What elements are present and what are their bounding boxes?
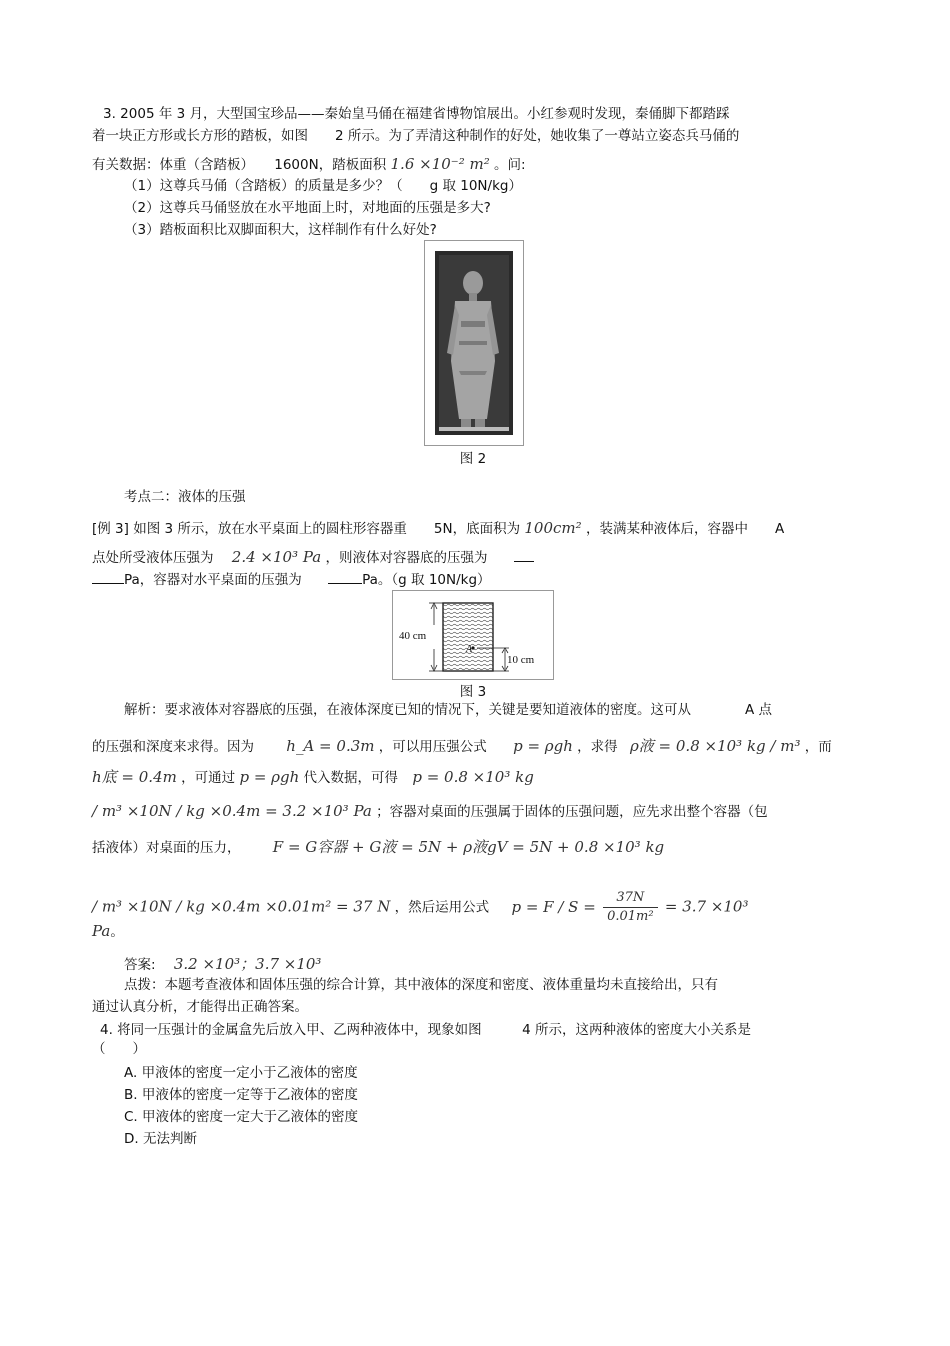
pressure-formula-2: p = ρgh [239,768,300,786]
force-calc: / m³ ×10N / kg ×0.4m ×0.01m² = 37 N [92,897,391,916]
comment-line-2: 通过认真分析，才能得出正确答案。 [92,999,308,1015]
ex3-line-2-text: 点处所受液体压强为 [92,550,214,566]
base-area-formula: 100cm² [524,519,582,537]
q3-line-1: 3. 2005 年 3 月，大型国宝珍品——秦始皇马俑在福建省博物馆展出。小红参观时发现，秦俑脚下都踏踩 [103,106,730,122]
answer-value: 3.2 ×10³；3.7 ×10³ [173,955,322,973]
ex3-line-3-end: Pa。（g 取 10N/kg） [362,572,491,588]
analysis-line-2-mid2: ，求得 [577,739,618,755]
analysis-period: 。 [110,924,124,940]
pressure-fraction [603,889,657,926]
ex3-line-1-end: ，装满某种液体后，容器中 A [585,521,785,537]
area-formula: 1.6 ×10⁻² m² [390,155,490,173]
depth-label: 10 cm [507,654,535,666]
height-label: 40 cm [399,630,427,642]
figure-2-caption: 图 2 [459,451,487,467]
fraction-denominator: 0.01m² [607,909,654,924]
figure-2-warrior-photo [424,240,524,446]
answer-line [124,955,321,974]
analysis-line-1: 解析：要求液体对容器底的压强，在液体深度已知的情况下，关键是要知道液体的密度。这可从 A 点 [124,702,773,718]
analysis-line-3 [92,768,534,787]
analysis-line-5 [92,838,664,857]
q3-line-3 [92,155,526,174]
analysis-line-2 [92,737,832,756]
pressure-formula: p = ρgh [513,737,573,755]
warrior-illustration [425,241,523,445]
analysis-line-2-mid: ，可以用压强公式 [378,739,487,755]
q4-option-a: A. 甲液体的密度一定小于乙液体的密度 [124,1065,358,1081]
q3-sub-3: （3）踏板面积比双脚面积大，这样制作有什么好处? [124,222,437,238]
comment-line-1: 点拨：本题考查液体和固体压强的综合计算，其中液体的深度和密度、液体重量均未直接给出，只有 [124,977,718,993]
q3-sub-1: （1）这尊兵马俑（含踏板）的质量是多少？（ g 取 10N/kg） [124,178,522,194]
q4-line-2: （ ） [92,1041,146,1057]
q3-line-3-end: 。问: [494,157,526,173]
q3-sub-2: （2）这尊兵马俑竖放在水平地面上时，对地面的压强是多大? [124,200,491,216]
answer-blank-2 [328,570,362,584]
ex3-line-1-text: [例 3] 如图 3 所示，放在水平桌面上的圆柱形容器重 5N，底面积为 [92,521,521,537]
answer-label: 答案: [124,957,156,973]
ex3-line-2-end: ，则液体对容器底的压强为 [325,550,488,566]
fraction-numerator: 37N [603,889,657,908]
pressure-a-formula: 2.4 ×10³ Pa [231,548,322,566]
container-diagram [393,591,553,679]
ex3-line-3-text: Pa，容器对水平桌面的压强为 [124,572,302,588]
ex3-line-2 [92,548,534,567]
analysis-line-7 [92,922,124,941]
analysis-line-2-text: 的压强和深度来求得。因为 [92,739,254,755]
q4-option-b: B. 甲液体的密度一定等于乙液体的密度 [124,1087,358,1103]
section-heading: 考点二：液体的压强 [124,489,246,505]
q3-line-3-text: 有关数据：体重（含踏板） 1600N，踏板面积 [92,157,387,173]
answer-blank-1b [92,570,124,584]
ex3-line-3 [92,570,491,589]
ex3-line-1 [92,519,784,538]
pressure-calc-1: p = 0.8 ×10³ kg [412,768,534,786]
pa-unit: Pa [92,922,111,940]
q3-line-2: 着一块正方形或长方形的踏板，如图 2 所示。为了弄清这种制作的好处，她收集了一尊站立姿态兵马俑的 [92,128,740,144]
density-formula: ρ液 = 0.8 ×10³ kg / m³ [629,737,801,755]
figure-3-container [392,590,554,680]
analysis-line-5-text: 括液体）对桌面的压力， [92,840,241,856]
point-a-label: A [466,644,473,655]
q4-option-c: C. 甲液体的密度一定大于乙液体的密度 [124,1109,359,1125]
q4-option-d: D. 无法判断 [124,1131,197,1147]
force-formula: F = G容器 + G液 = 5N + ρ液gV = 5N + 0.8 ×10³ kg [272,838,665,856]
pressure-result: = 3.7 ×10³ [664,897,749,916]
pressure-fs-formula: p = F / S = [511,897,596,916]
figure-3-caption: 图 3 [459,684,487,700]
answer-blank-1a [514,548,534,562]
analysis-line-3-text: ，可通过 [181,770,236,786]
analysis-line-2-end: ，而 [804,739,832,755]
analysis-line-3-mid: 代入数据，可得 [303,770,399,786]
h-bottom-formula: h底 = 0.4m [92,768,177,786]
analysis-line-4-text: ；容器对桌面的压强属于固体的压强问题，应先求出整个容器（包 [376,804,768,820]
pressure-calc-2: / m³ ×10N / kg ×0.4m = 3.2 ×10³ Pa [92,802,372,820]
q4-line-1: 4. 将同一压强计的金属盒先后放入甲、乙两种液体中，现象如图 4 所示，这两种液体的密度大小关系是 [100,1022,752,1038]
ha-formula: h_A = 0.3m [286,737,375,755]
analysis-line-6-text: ，然后运用公式 [394,899,490,916]
analysis-line-4 [92,802,768,821]
analysis-line-6 [92,889,749,926]
